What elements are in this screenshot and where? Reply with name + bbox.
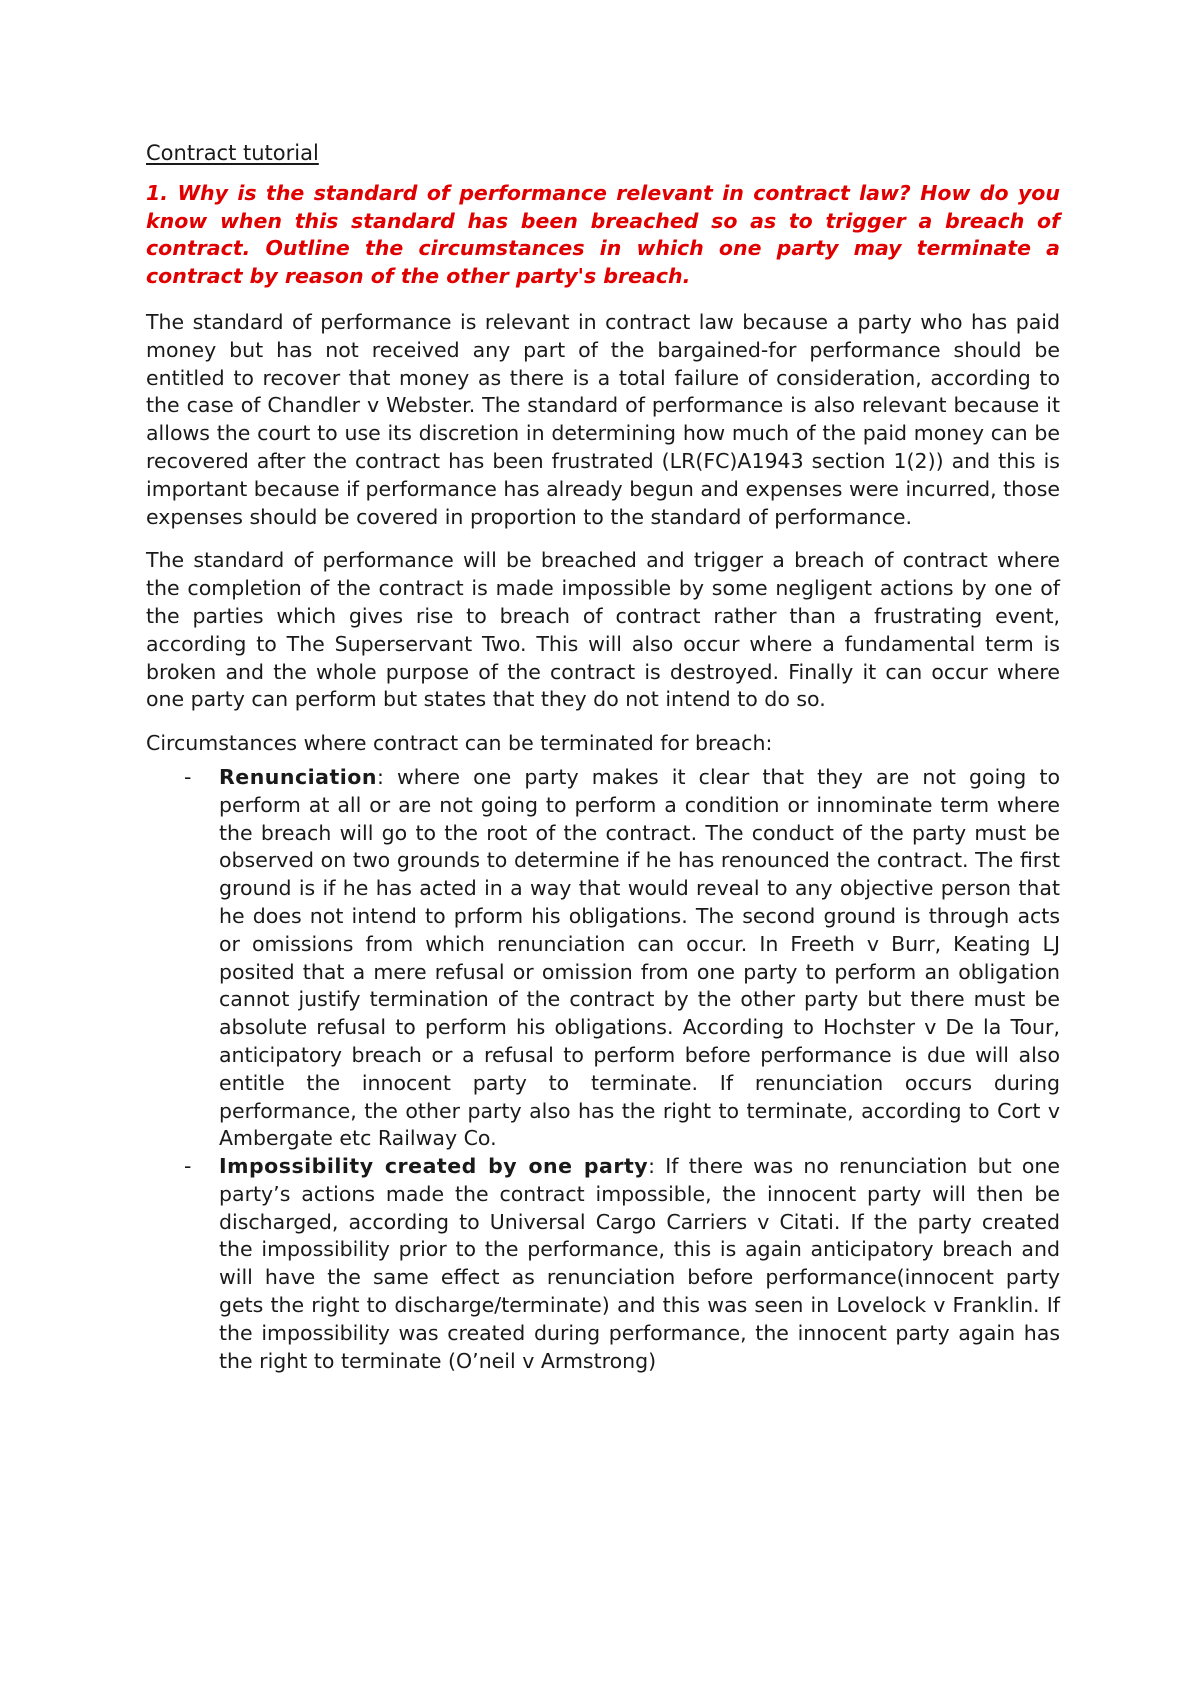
answer-paragraph-1: The standard of performance is relevant in contract law because a party who has paid money but has not received any part of the bargained-for performance should be entitled to recover that money as there is a total failure of consideration, according to the case of Chandler v Webster. The standard of performance is also relevant because it allows the court to use its discretion in determining how much of the paid money can be recovered after the contract has been frustrated (LR(FC)A1943 section 1(2)) and this is important because if performance has already begun and expenses were incurred, those expenses should be covered in proportion to the standard of performance.	[146, 309, 1060, 529]
termination-circumstances-list	[146, 764, 1060, 1376]
list-item-renunciation	[146, 764, 1060, 1153]
item-text: : If there was no renunciation but one party’s actions made the contract impossible, the innocent party will then be discharged, according to Universal Cargo Carriers v Citati. If the party created the impossibility prior to the performance, this is again anticipatory breach and will have the same effect as renunciation before performance(innocent party gets the right to discharge/terminate) and this was seen in Lovelock v Franklin. If the impossibility was created during performance, the innocent party again has the right to terminate (O’neil v Armstrong)	[219, 1154, 1061, 1373]
item-term: Renunciation	[219, 764, 377, 789]
list-intro: Circumstances where contract can be terminated for breach:	[146, 731, 773, 756]
item-term: Impossibility created by one party	[219, 1154, 649, 1179]
bullet-dash: -	[184, 1154, 192, 1179]
document-title: Contract tutorial	[146, 141, 319, 165]
bullet-dash: -	[184, 764, 192, 789]
question-text: 1. Why is the standard of performance relevant in contract law? How do you know when this standard has been breached so as to trigger a breach of contract. Outline the circumstances in which one party may terminate a contract by reason of the other party's breach.	[146, 180, 1060, 289]
answer-paragraph-2: The standard of performance will be breached and trigger a breach of contract where the completion of the contract is made impossible by some negligent actions by one of the parties which gives rise to breach of contract rather than a frustrating event, according to The Superservant Two. This will also occur where a fundamental term is broken and the whole purpose of the contract is destroyed. Finally it can occur where one party can perform but states that they do not intend to do so.	[146, 548, 1060, 712]
list-item-impossibility	[146, 1153, 1060, 1375]
item-text: : where one party makes it clear that they are not going to perform at all or are not going to perform a condition or innominate term where the breach will go to the root of the contract. The conduct of the party must be observed on two grounds to determine if he has renounced the contract. The first ground is if he has acted in a way that would reveal to any objective person that he does not intend to prform his obligations. The second ground is through acts or omissions from which renunciation can occur. In Freeth v Burr, Keating LJ posited that a mere refusal or omission from one party to perform an obligation cannot justify termination of the contract by the other party but there must be absolute refusal to perform his obligations. According to Hochster v De la Tour, anticipatory breach or a refusal to perform before performance is due will also entitle the innocent party to terminate. If renunciation occurs during performance, the other party also has the right to terminate, according to Cort v Ambergate etc Railway Co.	[219, 764, 1060, 1151]
document-page	[146, 140, 1060, 1375]
